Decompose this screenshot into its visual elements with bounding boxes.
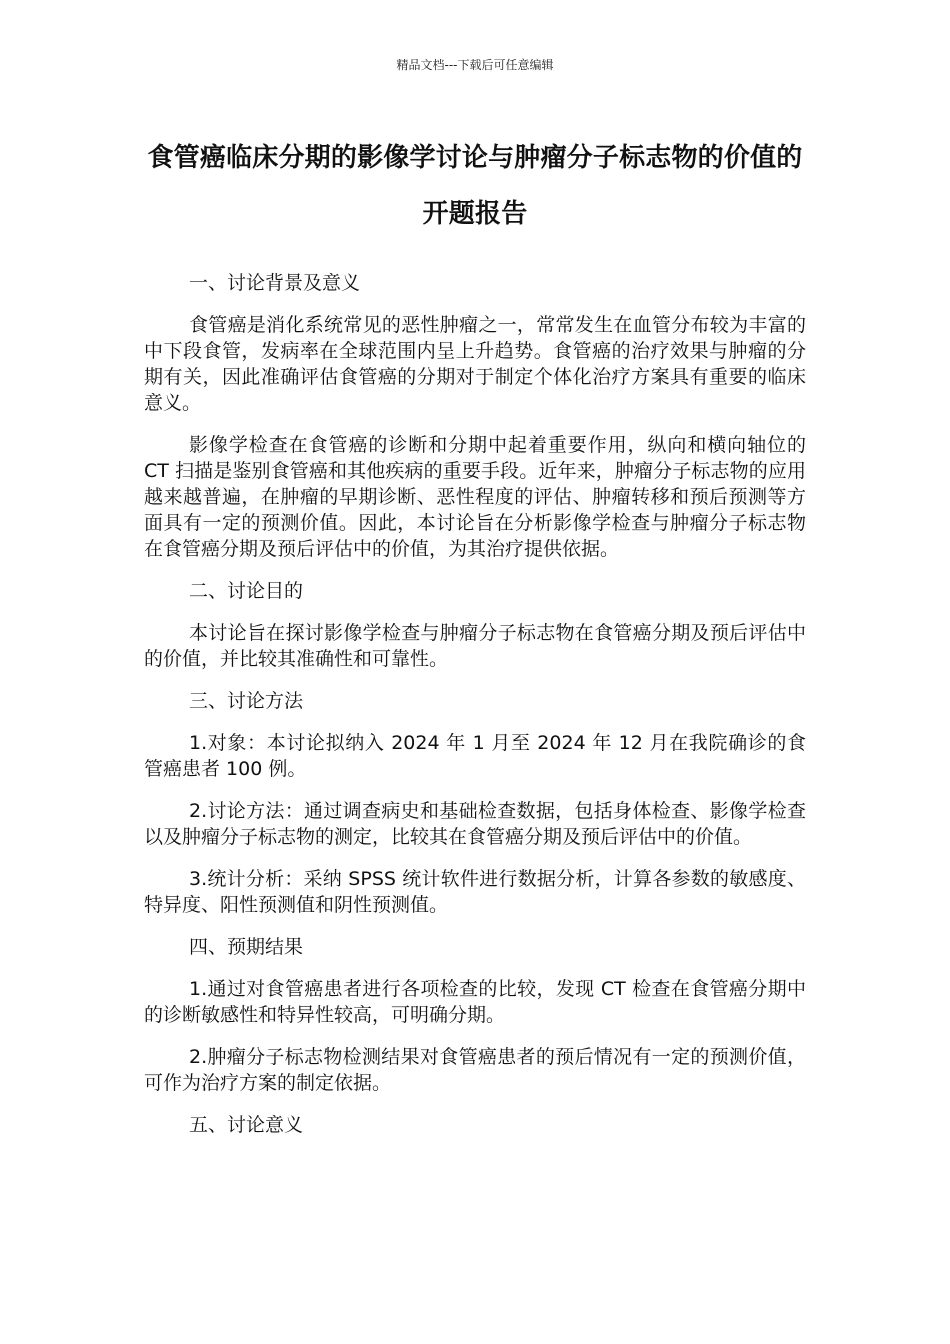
paragraph-background-1: 食管癌是消化系统常见的恶性肿瘤之一，常常发生在血管分布较为丰富的中下段食管，发病率在全球范围内呈上升趋势。食管癌的治疗效果与肿瘤的分期有关，因此准确评估食管癌的分期对于制定个体化治疗方案具有重要的临床意义。	[144, 314, 806, 414]
section-heading-expected-results: 四、预期结果	[189, 936, 304, 958]
paragraph-result-2: 2.肿瘤分子标志物检测结果对食管癌患者的预后情况有一定的预测价值，可作为治疗方案的制定依据。	[144, 1046, 806, 1094]
paragraph-background-2: 影像学检查在食管癌的诊断和分期中起着重要作用，纵向和横向轴位的 CT 扫描是鉴别食管癌和其他疾病的重要手段。近年来，肿瘤分子标志物的应用越来越普遍，在肿瘤的早期诊断、恶性程度的评估、肿瘤转移和预后预测等方面具有一定的预测价值。因此，本讨论旨在分析影像学检查与肿瘤分子标志物在食管癌分期及预后评估中的价值，为其治疗提供依据。	[144, 434, 806, 560]
paragraph-method-approach: 2.讨论方法：通过调查病史和基础检查数据，包括身体检查、影像学检查以及肿瘤分子标志物的测定，比较其在食管癌分期及预后评估中的价值。	[144, 800, 806, 848]
section-heading-methods: 三、讨论方法	[189, 690, 304, 712]
paragraph-method-subjects: 1.对象：本讨论拟纳入 2024 年 1 月至 2024 年 12 月在我院确诊的食管癌患者 100 例。	[144, 732, 806, 780]
page-header: 精品文档---下载后可任意编辑	[396, 58, 554, 72]
paragraph-result-1: 1.通过对食管癌患者进行各项检查的比较，发现 CT 检查在食管癌分期中的诊断敏感性和特异性较高，可明确分期。	[144, 978, 806, 1026]
section-heading-significance: 五、讨论意义	[189, 1114, 304, 1136]
section-heading-purpose: 二、讨论目的	[189, 580, 304, 602]
section-heading-background: 一、讨论背景及意义	[189, 272, 361, 294]
document-title: 食管癌临床分期的影像学讨论与肿瘤分子标志物的价值的开题报告	[147, 143, 803, 229]
paragraph-purpose: 本讨论旨在探讨影像学检查与肿瘤分子标志物在食管癌分期及预后评估中的价值，并比较其准确性和可靠性。	[144, 622, 806, 670]
paragraph-method-statistics: 3.统计分析：采纳 SPSS 统计软件进行数据分析，计算各参数的敏感度、特异度、阳性预测值和阴性预测值。	[144, 868, 806, 916]
document-body	[144, 270, 806, 1154]
